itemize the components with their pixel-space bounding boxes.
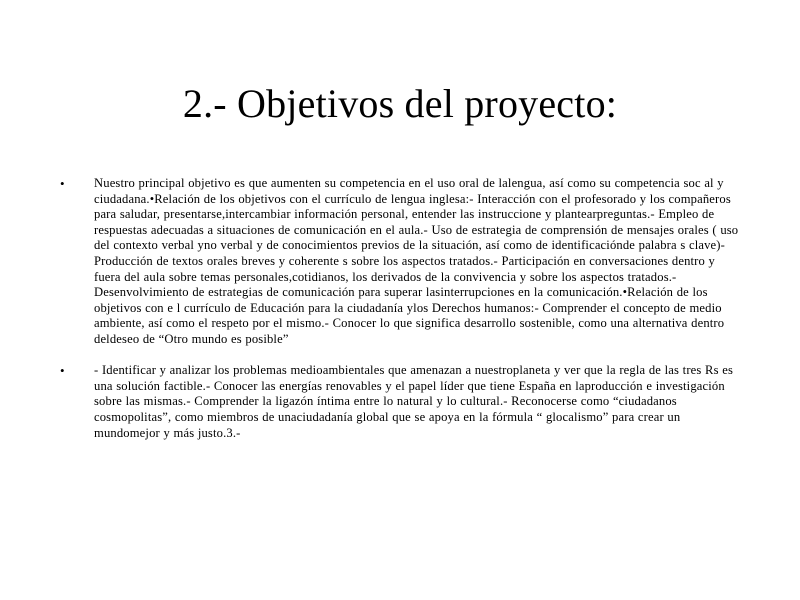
bullet-list <box>60 176 745 441</box>
bullet-text: Nuestro principal objetivo es que aumenten su competencia en el uso oral de lalengua, así como su competencia soc al y ciudadana.•Relación de los objetivos con el currículo de lengua inglesa:- Interacción con el profesorado y los compañeros para saludar, presentarse,intercambiar información personal, entender las instruccione y plantearpreguntas.- Empleo de respuestas adecuadas a situaciones de comunicación en el aula.- Uso de estrategia de comprensión de mensajes orales ( uso del contexto verbal yno verbal y de conocimientos previos de la situación, así como de identificaciónde palabra s clave)- Producción de textos orales breves y coherente s sobre los aspectos tratados.- Participación en conversaciones dentro y fuera del aula sobre temas personales,cotidianos, los derivados de la convivencia y sobre los aspectos tratados.- Desenvolvimiento de estrategias de comunicación para superar lasinterrupciones en la comunicación.•Relación de los objetivos con e l currículo de Educación para la ciudadanía ylos Derechos humanos:- Comprender el concepto de medio ambiente, así como el respeto por el mismo.- Conocer lo que significa desarrollo sostenible, como una alternativa dentro deldeseo de “Otro mundo es posible” <box>94 176 739 346</box>
slide-title: 2.- Objetivos del proyecto: <box>182 81 618 126</box>
bullet-item <box>60 176 745 348</box>
bullet-text: - Identificar y analizar los problemas medioambientales que amenazan a nuestroplaneta y ver que la regla de las tres Rs es una solución factible.- Conocer las energías renovables y el papel líder que tiene España en laproducción e investigación sobre las mismas.- Comprender la ligazón íntima entre lo natural y lo cultural.- Reconocerse como “ciudadanos cosmopolitas”, como miembros de unaciudadanía global que se apoya en la fórmula “ glocalismo” para crear un mundomejor y más justo.3.- <box>94 363 734 440</box>
bullet-dot-icon: • <box>60 176 65 191</box>
bullet-item <box>60 363 745 441</box>
bullet-dot-icon: • <box>60 363 65 379</box>
